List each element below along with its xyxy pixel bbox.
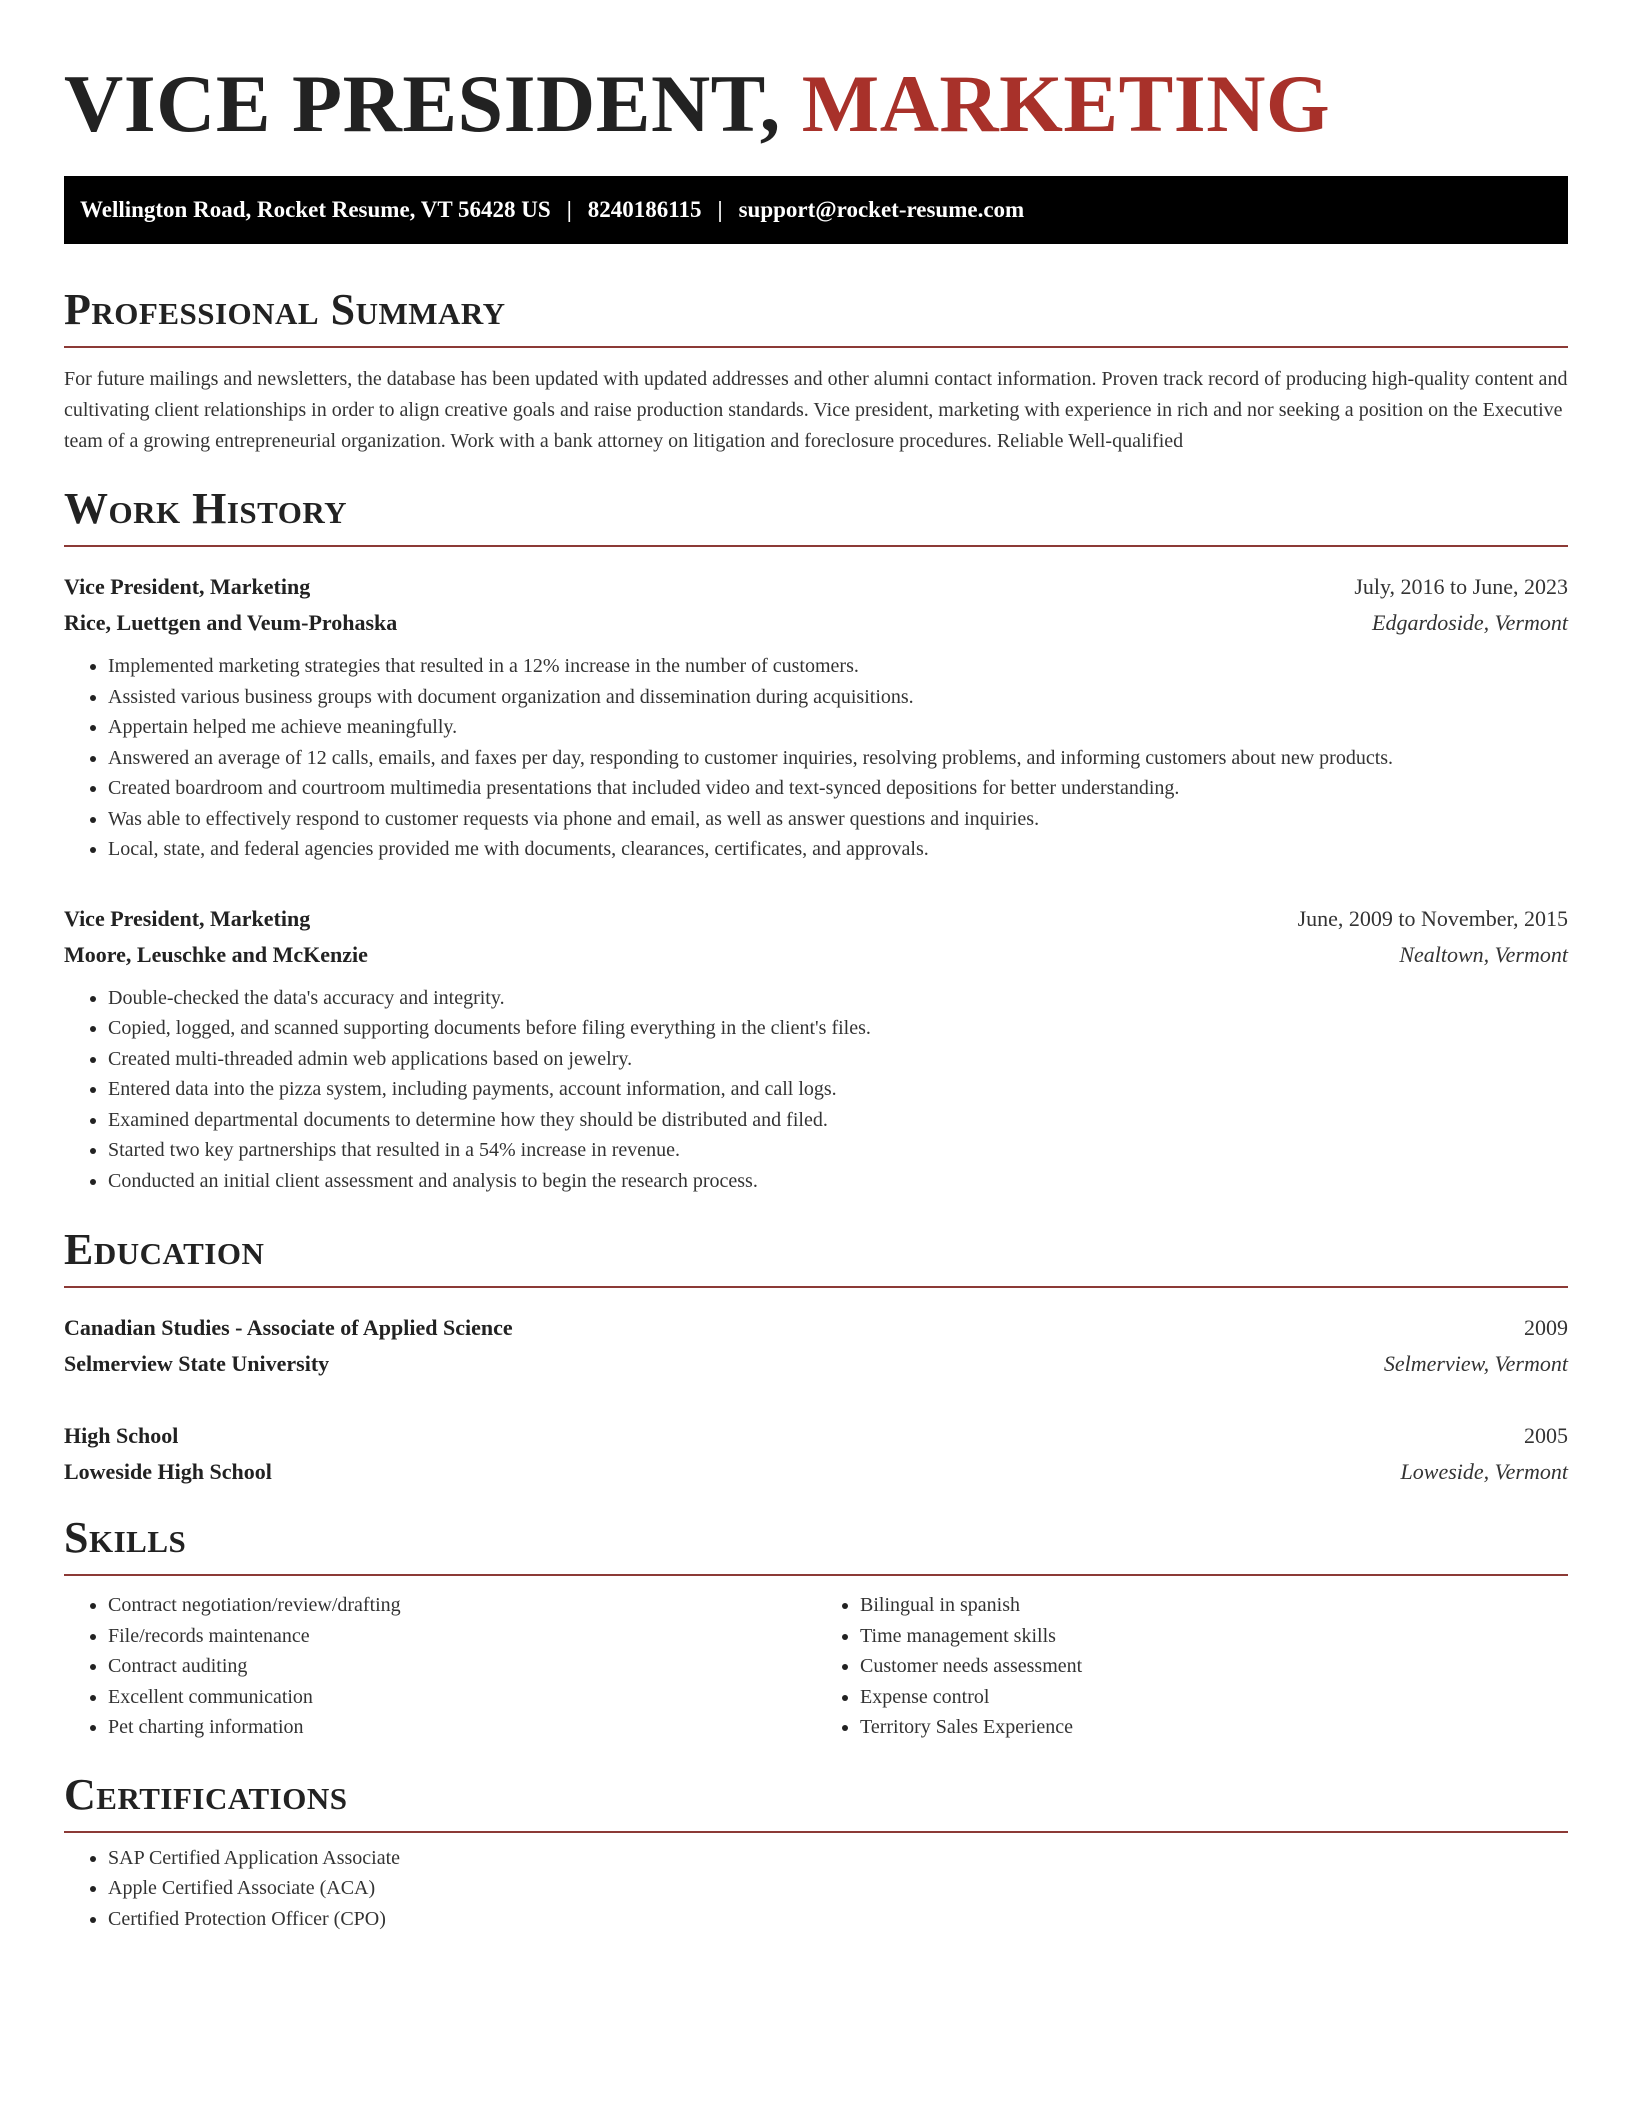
contact-separator: | (566, 197, 572, 222)
education-heading: Education (64, 1225, 265, 1274)
job-bullet: • Appertain helped me achieve meaningfully. (108, 712, 1568, 743)
job-dates: July, 2016 to June, 2023 (1354, 574, 1568, 599)
job-bullets (64, 983, 1568, 1197)
skills-heading: Skills (64, 1513, 187, 1562)
skill-item: • File/records maintenance (108, 1621, 816, 1652)
job-company: Moore, Leuschke and McKenzie (64, 941, 368, 967)
skill-item: • Time management skills (860, 1621, 1568, 1652)
job-bullet: • Local, state, and federal agencies provided me with documents, clearances, certificates, and approvals. (108, 834, 1568, 865)
certification-item: • Apple Certified Associate (ACA) (108, 1873, 1568, 1904)
skill-item: • Territory Sales Experience (860, 1712, 1568, 1743)
education-section (64, 1224, 1568, 1490)
certification-item: • SAP Certified Application Associate (108, 1843, 1568, 1874)
education-entry (64, 1310, 1568, 1382)
education-year: 2009 (1524, 1315, 1568, 1340)
job-bullet: • Implemented marketing strategies that resulted in a 12% increase in the number of customers. (108, 651, 1568, 682)
job-bullet: • Was able to effectively respond to customer requests via phone and email, as well as answer questions and inquiries. (108, 804, 1568, 835)
job-bullet: • Assisted various business groups with document organization and dissemination during acquisitions. (108, 682, 1568, 713)
certifications-list (64, 1843, 1568, 1935)
section-divider (64, 1831, 1568, 1833)
section-divider (64, 1286, 1568, 1288)
contact-phone: 8240186115 (587, 197, 702, 222)
education-school: Loweside High School (64, 1459, 272, 1484)
job-bullet: • Copied, logged, and scanned supporting documents before filing everything in the client's files. (108, 1013, 1568, 1044)
skills-list-left (64, 1590, 816, 1743)
certification-item: • Certified Protection Officer (CPO) (108, 1904, 1568, 1935)
section-divider (64, 346, 1568, 348)
job-bullets (64, 651, 1568, 865)
skill-item: • Contract negotiation/review/drafting (108, 1590, 816, 1621)
skill-item: • Expense control (860, 1682, 1568, 1713)
job-bullet: • Double-checked the data's accuracy and integrity. (108, 983, 1568, 1014)
job-title: Vice President, Marketing (64, 905, 311, 931)
work-history-section (64, 483, 1568, 1196)
education-year: 2005 (1524, 1423, 1568, 1448)
education-degree: High School (64, 1423, 179, 1448)
job-bullet: • Conducted an initial client assessment and analysis to begin the research process. (108, 1166, 1568, 1197)
summary-text: For future mailings and newsletters, the database has been updated with updated addresses and other alumni contact information. Proven track record of producing high-quality content and cultivating client relationships in order to align creative goals and raise production standards. Vice president, marketing with experience in rich and nor seeking a position on the Executive team of a growing entrepreneurial organization. Work with a bank attorney on litigation and foreclosure procedures. Reliable Well-qualified (64, 368, 1568, 452)
job-bullet: • Created boardroom and courtroom multimedia presentations that included video and text-synced depositions for better understanding. (108, 773, 1568, 804)
education-school: Selmerview State University (64, 1351, 330, 1376)
education-degree: Canadian Studies - Associate of Applied Science (64, 1315, 513, 1340)
job-company: Rice, Luettgen and Veum-Prohaska (64, 610, 398, 635)
contact-email: support@rocket-resume.com (738, 197, 1025, 222)
education-entry (64, 1418, 1568, 1490)
summary-section (64, 284, 1568, 457)
certifications-section (64, 1769, 1568, 1935)
job-entry (64, 901, 1568, 1197)
job-bullet: • Created multi-threaded admin web applications based on jewelry. (108, 1044, 1568, 1075)
job-location: Edgardoside, Vermont (1372, 610, 1568, 635)
skill-item: • Contract auditing (108, 1651, 816, 1682)
job-location: Nealtown, Vermont (1399, 941, 1568, 967)
job-title: Vice President, Marketing (64, 574, 311, 599)
certifications-heading: Certifications (64, 1769, 348, 1819)
title-accent: MARKETING (801, 58, 1331, 149)
education-location: Selmerview, Vermont (1383, 1351, 1568, 1376)
education-location: Loweside, Vermont (1400, 1459, 1568, 1484)
skill-item: • Excellent communication (108, 1682, 816, 1713)
title-main: VICE PRESIDENT, (64, 58, 781, 149)
summary-heading: Professional Summary (64, 285, 506, 334)
contact-bar (64, 176, 1568, 244)
skills-list-right (816, 1590, 1568, 1743)
skill-item: • Bilingual in spanish (860, 1590, 1568, 1621)
skill-item: • Customer needs assessment (860, 1651, 1568, 1682)
work-history-heading: Work History (64, 484, 348, 533)
job-bullet: • Examined departmental documents to determine how they should be distributed and filed. (108, 1105, 1568, 1136)
resume-title (64, 56, 1568, 152)
skill-item: • Pet charting information (108, 1712, 816, 1743)
job-dates: June, 2009 to November, 2015 (1297, 905, 1568, 931)
section-divider (64, 1574, 1568, 1576)
skills-grid (64, 1590, 1568, 1743)
job-bullet: • Started two key partnerships that resulted in a 54% increase in revenue. (108, 1135, 1568, 1166)
contact-address: Wellington Road, Rocket Resume, VT 56428 US (80, 197, 551, 222)
contact-separator: | (717, 197, 723, 222)
job-bullet: • Entered data into the pizza system, including payments, account information, and call logs. (108, 1074, 1568, 1105)
job-bullet: • Answered an average of 12 calls, emails, and faxes per day, responding to customer inquiries, resolving problems, and informing customers about new products. (108, 743, 1568, 774)
skills-section (64, 1512, 1568, 1743)
section-divider (64, 545, 1568, 547)
job-entry (64, 569, 1568, 865)
